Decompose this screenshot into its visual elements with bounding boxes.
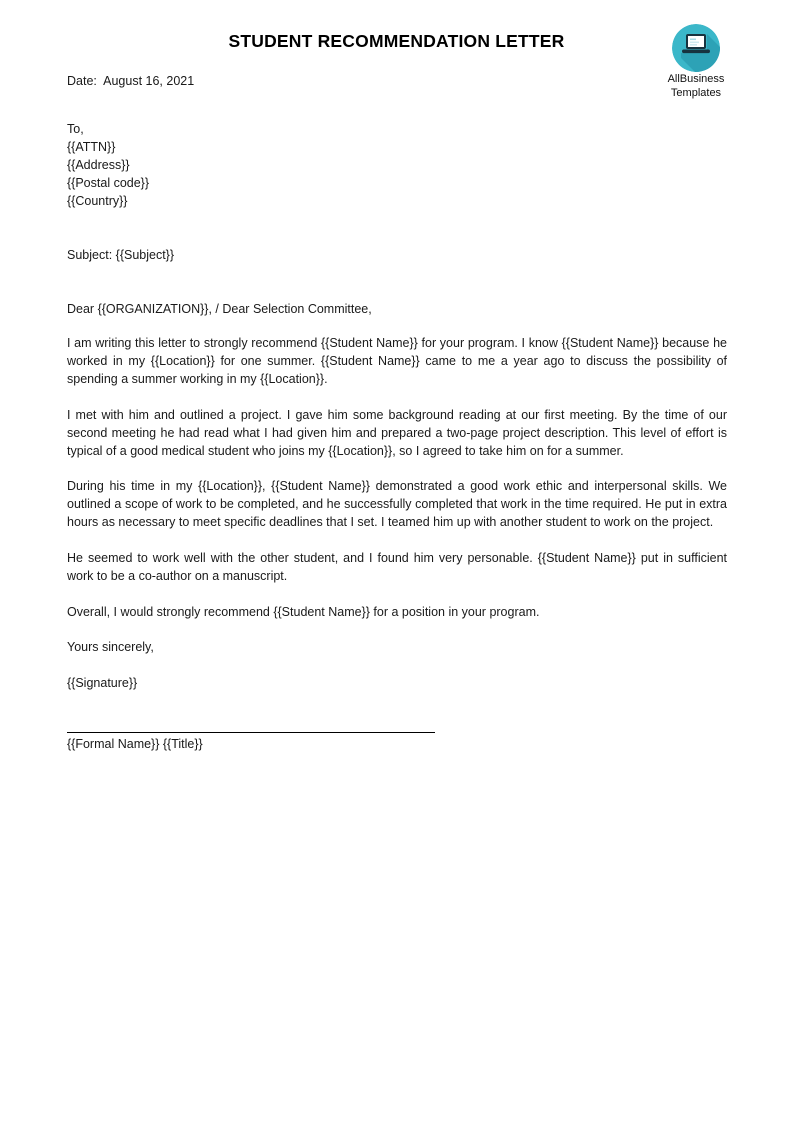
date-line: Date: August 16, 2021	[67, 74, 195, 88]
body-paragraph: I am writing this letter to strongly recommend {{Student Name}} for your program. I know {{Student Name}} because he worked in my {{Location}} for one summer. {{Student Name}} came to me a year ago to discuss the possibility of spending a summer working in my {{Location}}.	[67, 336, 727, 386]
subject-line: Subject: {{Subject}}	[67, 248, 175, 262]
page-title: STUDENT RECOMMENDATION LETTER	[228, 31, 565, 51]
formal-name-line: {{Formal Name}} {{Title}}	[67, 737, 203, 751]
salutation: Dear {{ORGANIZATION}}, / Dear Selection Committee,	[67, 302, 372, 316]
recipient-line: {{Country}}	[67, 194, 128, 208]
body-paragraph: I met with him and outlined a project. I gave him some background reading at our first meeting. By the time of our second meeting he had read what I had given him and prepared a two-page project description. This level of effort is typical of a good medical student who joins my {{Location}}, so I agreed to take him on for a summer.	[67, 408, 727, 458]
recipient-line: To,	[67, 122, 84, 136]
recipient-line: {{Postal code}}	[67, 176, 150, 190]
body-paragraph: Overall, I would strongly recommend {{Student Name}} for a position in your program.	[67, 605, 540, 619]
recipient-line: {{Address}}	[67, 158, 130, 172]
body-paragraph: He seemed to work well with the other student, and I found him very personable. {{Student Name}} put in sufficient work to be a co-author on a manuscript.	[67, 551, 727, 583]
signature-line	[67, 732, 435, 733]
brand-name-line2: Templates	[670, 86, 722, 99]
recipient-block	[67, 120, 727, 210]
recipient-line: {{ATTN}}	[67, 140, 116, 154]
brand-name-line1: AllBusiness	[667, 73, 725, 85]
letter-body	[67, 0, 727, 753]
signature-placeholder: {{Signature}}	[67, 676, 138, 690]
body-paragraph: During his time in my {{Location}}, {{Student Name}} demonstrated a good work ethic and interpersonal skills. We outlined a scope of work to be completed, and he successfully completed that work in the time required. He put in extra hours as necessary to meet specific deadlines that I set. I teamed him up with another student to work on the project.	[67, 479, 727, 529]
closing-line: Yours sincerely,	[67, 640, 154, 654]
